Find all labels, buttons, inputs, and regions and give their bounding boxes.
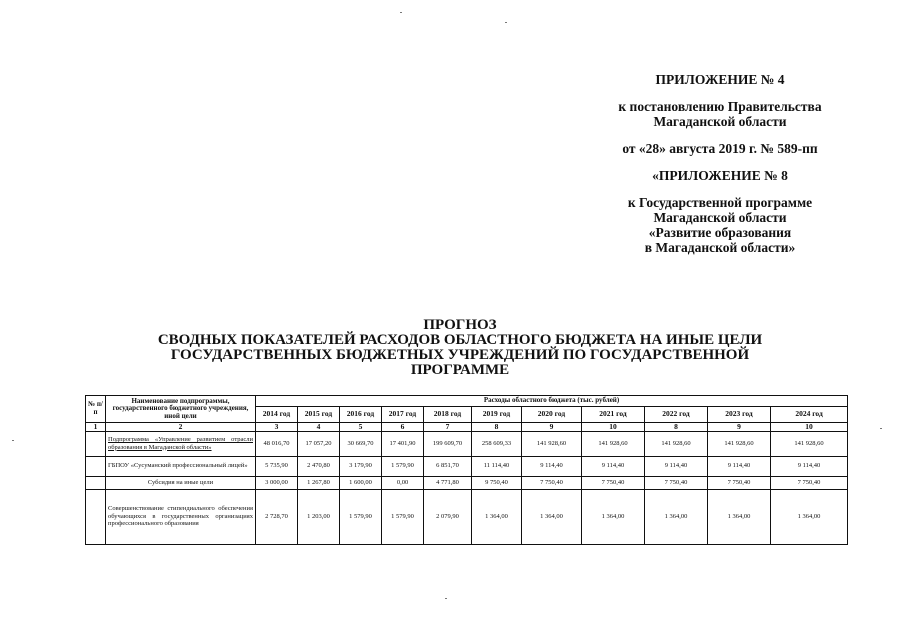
row-value: 7 750,40 (645, 476, 708, 489)
row-value: 141 928,60 (708, 431, 771, 456)
appendix-title: ПРИЛОЖЕНИЕ № 4 (655, 72, 785, 87)
table-row (86, 431, 848, 456)
row-value: 17 057,20 (298, 431, 340, 456)
row-value: 9 114,40 (771, 456, 848, 476)
row-value: 9 114,40 (645, 456, 708, 476)
scan-speck (445, 598, 447, 599)
row-value: 7 750,40 (771, 476, 848, 489)
row-value: 7 750,40 (708, 476, 771, 489)
row-value: 1 364,00 (708, 489, 771, 544)
row-value: 7 750,40 (582, 476, 645, 489)
column-number: 8 (645, 422, 708, 431)
row-value: 48 016,70 (256, 431, 298, 456)
row-number (86, 476, 106, 489)
row-name-text: Подпрограмма «Управление развитием отрасли образования в Магаданской области» (108, 436, 253, 451)
column-number: 3 (256, 422, 298, 431)
column-number: 10 (771, 422, 848, 431)
year-header: 2018 год (424, 406, 472, 422)
row-value: 2 079,90 (424, 489, 472, 544)
row-value: 1 579,90 (340, 489, 382, 544)
row-value: 9 114,40 (522, 456, 582, 476)
row-name: Совершенствование стипендиального обеспечения обучающихся в государственных организациях профессионального образования (106, 489, 256, 544)
table-row (86, 456, 848, 476)
row-value: 1 364,00 (522, 489, 582, 544)
title-line: ПРОГНОЗ (423, 317, 497, 333)
row-value: 1 203,00 (298, 489, 340, 544)
row-value: 141 928,60 (522, 431, 582, 456)
column-number: 4 (298, 422, 340, 431)
appendix-program-region: Магаданской области (653, 210, 787, 225)
column-number: 8 (472, 422, 522, 431)
row-value: 5 735,90 (256, 456, 298, 476)
document-title (90, 318, 830, 378)
title-line: ПРОГРАММЕ (410, 362, 510, 378)
row-name: Субсидия на иные цели (106, 476, 256, 489)
appendix-program-name-cont: в Магаданской области» (644, 240, 796, 255)
column-number: 1 (86, 422, 106, 431)
row-value: 2 728,70 (256, 489, 298, 544)
appendix-program: к Государственной программе (627, 195, 813, 210)
row-number (86, 489, 106, 544)
title-line: ГОСУДАРСТВЕННЫХ БЮДЖЕТНЫХ УЧРЕЖДЕНИЙ ПО ГОСУДАРСТВЕННОЙ (170, 347, 750, 363)
row-number (86, 431, 106, 456)
row-value: 7 750,40 (522, 476, 582, 489)
header-expenses: Расходы областного бюджета (тыс. рублей) (256, 396, 848, 407)
table-row (86, 476, 848, 489)
row-value: 6 851,70 (424, 456, 472, 476)
appendix-subtitle: «ПРИЛОЖЕНИЕ № 8 (652, 168, 788, 183)
scan-speck (400, 12, 402, 13)
row-value: 1 364,00 (582, 489, 645, 544)
appendix-program-name: «Развитие образования (648, 225, 792, 240)
row-name: ГБПОУ «Сусуманский профессиональный лицей» (106, 456, 256, 476)
row-value: 11 114,40 (472, 456, 522, 476)
row-value: 1 579,90 (382, 456, 424, 476)
row-value: 3 000,00 (256, 476, 298, 489)
column-number: 5 (340, 422, 382, 431)
appendix-date: от «28» августа 2019 г. № 589-пп (622, 141, 818, 156)
appendix-region: Магаданской области (653, 114, 787, 129)
row-value: 9 750,40 (472, 476, 522, 489)
header-name: Наименование подпрограммы, государственного бюджетного учреждения, иной цели (106, 396, 256, 423)
column-number-row (86, 422, 848, 431)
row-value: 258 609,33 (472, 431, 522, 456)
row-value: 30 669,70 (340, 431, 382, 456)
year-header: 2017 год (382, 406, 424, 422)
column-number: 6 (382, 422, 424, 431)
year-header: 2016 год (340, 406, 382, 422)
year-header: 2015 год (298, 406, 340, 422)
year-header: 2023 год (708, 406, 771, 422)
year-header: 2024 год (771, 406, 848, 422)
scan-speck (880, 428, 882, 429)
year-header: 2021 год (582, 406, 645, 422)
column-number: 7 (424, 422, 472, 431)
scan-speck (12, 440, 14, 441)
year-header: 2014 год (256, 406, 298, 422)
year-header: 2019 год (472, 406, 522, 422)
scan-speck (505, 22, 507, 23)
title-line: СВОДНЫХ ПОКАЗАТЕЛЕЙ РАСХОДОВ ОБЛАСТНОГО БЮДЖЕТА НА ИНЫЕ ЦЕЛИ (157, 332, 763, 348)
row-value: 0,00 (382, 476, 424, 489)
row-value: 1 600,00 (340, 476, 382, 489)
table-row (86, 489, 848, 544)
row-value: 199 609,70 (424, 431, 472, 456)
row-value: 141 928,60 (771, 431, 848, 456)
column-number: 10 (582, 422, 645, 431)
row-value: 141 928,60 (645, 431, 708, 456)
row-name (106, 431, 256, 456)
column-number: 9 (708, 422, 771, 431)
row-value: 1 364,00 (771, 489, 848, 544)
row-value: 9 114,40 (708, 456, 771, 476)
header-num: № п/п (86, 396, 106, 423)
column-number: 9 (522, 422, 582, 431)
row-value: 2 470,80 (298, 456, 340, 476)
row-value: 3 179,90 (340, 456, 382, 476)
row-value: 9 114,40 (582, 456, 645, 476)
row-number (86, 456, 106, 476)
year-header: 2022 год (645, 406, 708, 422)
row-value: 17 401,90 (382, 431, 424, 456)
row-value: 4 771,80 (424, 476, 472, 489)
row-value: 1 267,80 (298, 476, 340, 489)
appendix-header (590, 72, 850, 255)
column-number: 2 (106, 422, 256, 431)
appendix-resolution: к постановлению Правительства (618, 99, 822, 114)
row-value: 141 928,60 (582, 431, 645, 456)
row-value: 1 364,00 (472, 489, 522, 544)
row-value: 1 364,00 (645, 489, 708, 544)
row-value: 1 579,90 (382, 489, 424, 544)
year-header: 2020 год (522, 406, 582, 422)
budget-table (85, 395, 848, 545)
